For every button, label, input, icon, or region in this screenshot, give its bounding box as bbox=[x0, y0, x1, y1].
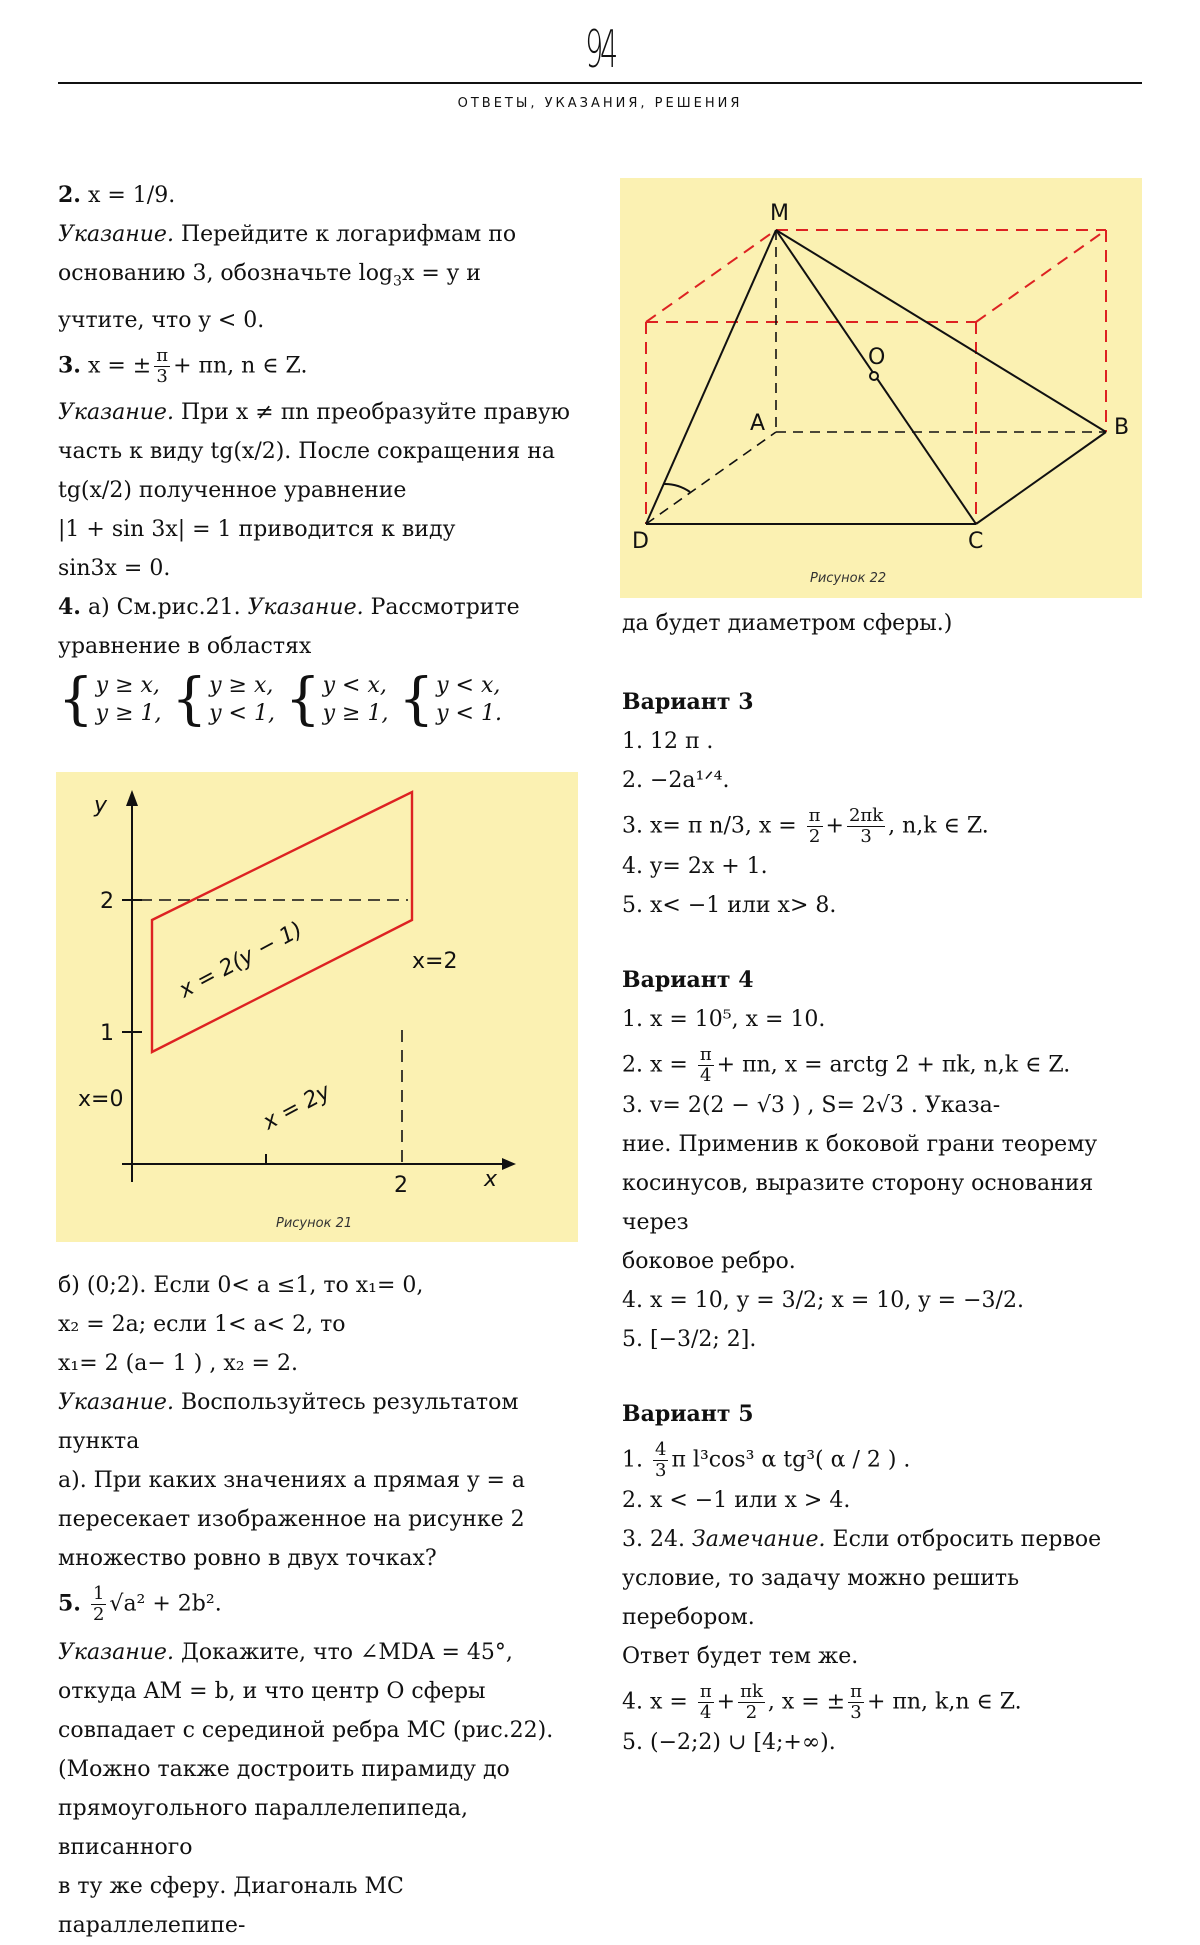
fraction: $\frac{2\pi k}{3}$ bbox=[848, 805, 884, 847]
hint-text: прямоугольного параллелепипеда, вписанного bbox=[58, 1796, 468, 1860]
inequality-systems bbox=[58, 667, 588, 733]
point-label-O: O bbox=[868, 345, 886, 370]
answer-4b: б) (0;2). Если 0< a ≤1, то x₁= 0, bbox=[58, 1273, 424, 1298]
v4-answer-2-post: + πn, x = arctg 2 + πk, n,k ∈ Z. bbox=[716, 1052, 1071, 1078]
label-x-eq-2y-minus-1: x = 2(y − 1) bbox=[175, 917, 307, 1004]
v3-answer-5: 5. x< −1 или x> 8. bbox=[622, 893, 837, 918]
v4-answer-3: ние. Применив к боковой грани теорему bbox=[622, 1132, 1098, 1157]
left-column-top bbox=[58, 176, 588, 733]
hint-label: Указание. bbox=[58, 222, 174, 247]
vertex-label-A: A bbox=[750, 411, 766, 436]
answer-number: 5. bbox=[58, 1590, 81, 1617]
variant-3-title: Вариант 3 bbox=[622, 689, 754, 715]
variant-5-title: Вариант 5 bbox=[622, 1401, 754, 1427]
v5-answer-5: 5. (−2;2) ∪ [4;+∞). bbox=[622, 1730, 836, 1755]
answer-number: 4. bbox=[58, 594, 81, 621]
v5-answer-3: 3. 24. bbox=[622, 1527, 685, 1552]
system: { y ≥ x, y ≥ 1, bbox=[58, 667, 162, 733]
vertex-label-B: B bbox=[1114, 415, 1130, 440]
hint-text: часть к виду tg(x/2). После сокращения на bbox=[58, 439, 555, 465]
v4-answer-2-pre: 2. x = bbox=[622, 1052, 688, 1078]
hint-text: При x ≠ πn преобразуйте правую bbox=[180, 400, 570, 426]
v4-answer-1: 1. x = 10⁵, x = 10. bbox=[622, 1007, 826, 1032]
figure-21 bbox=[56, 772, 578, 1242]
hint-text: откуда AM = b, и что центр O сферы bbox=[58, 1679, 486, 1704]
remark-label: Замечание. bbox=[691, 1527, 826, 1552]
page-number: 94 bbox=[585, 20, 615, 80]
v3-answer-1: 1. 12 π . bbox=[622, 729, 714, 754]
label-x0: x=0 bbox=[78, 1087, 124, 1112]
system: { y ≥ x, y < 1, bbox=[171, 667, 275, 733]
variant-4-title: Вариант 4 bbox=[622, 967, 754, 993]
v3-answer-2: 2. −2a¹ᐟ⁴. bbox=[622, 768, 730, 793]
parallelogram-region bbox=[152, 792, 412, 1052]
fraction: $\frac{\pi}{4}$ bbox=[699, 1681, 712, 1723]
figure-caption: Рисунок 22 bbox=[810, 571, 887, 586]
v5-answer-1-post: π l³cos³ α tg³( α / 2 ) . bbox=[671, 1447, 911, 1473]
remark-text: условие, то задачу можно решить перебором. bbox=[622, 1566, 1020, 1630]
y-axis-label: y bbox=[94, 793, 108, 818]
hint-text: основанию 3, обозначьте log bbox=[58, 261, 394, 286]
hint-label: Указание. bbox=[247, 595, 364, 621]
answer-5: √a² + 2b². bbox=[109, 1591, 222, 1617]
plus-sign: + bbox=[716, 1689, 736, 1715]
v5-answer-1-pre: 1. bbox=[622, 1447, 643, 1473]
hint-text: уравнение в областях bbox=[58, 634, 312, 660]
x-axis-arrow bbox=[502, 1158, 516, 1170]
hint-label: Указание. bbox=[58, 400, 174, 426]
v4-answer-3: 3. v= 2(2 − √3 ) , S= 2√3 . Указа- bbox=[622, 1093, 1001, 1118]
fraction: $\frac{4}{3}$ bbox=[655, 1439, 667, 1481]
hint-text: в ту же сферу. Диагональ MC параллелепипе- bbox=[58, 1874, 404, 1938]
hint-text: (Можно также достроить пирамиду до bbox=[58, 1757, 510, 1782]
v5-answer-4-mid: , x = ± bbox=[767, 1689, 846, 1715]
tick-label-y2: 2 bbox=[100, 889, 114, 914]
sphere-center-O bbox=[870, 372, 878, 380]
header-rule bbox=[58, 82, 1142, 84]
hint-label: Указание. bbox=[58, 1390, 174, 1415]
answer-4b: x₁= 2 (a− 1 ) , x₂ = 2. bbox=[58, 1351, 298, 1376]
x-axis-label: x bbox=[484, 1167, 498, 1192]
remark-text: Ответ будет тем же. bbox=[622, 1644, 859, 1669]
v4-answer-3: боковое ребро. bbox=[622, 1249, 796, 1274]
v3-answer-3-pre: 3. x= π n/3, x = bbox=[622, 813, 797, 839]
answer-3-pre: x = ± bbox=[87, 353, 152, 379]
fraction: $\frac{\pi}{3}$ bbox=[850, 1681, 862, 1723]
system: { y < x, y ≥ 1, bbox=[284, 667, 389, 733]
hint-text: Рассмотрите bbox=[370, 595, 520, 621]
vertex-label-M: M bbox=[770, 201, 789, 226]
hint-text: Перейдите к логарифмам по bbox=[180, 222, 517, 247]
running-title: ОТВЕТЫ, УКАЗАНИЯ, РЕШЕНИЯ bbox=[457, 96, 743, 111]
hint-text: |1 + sin 3x| = 1 приводится к виду bbox=[58, 517, 456, 543]
hint-text: учтите, что y < 0. bbox=[58, 308, 265, 334]
hint-text: пересекает изображенное на рисунке 2 bbox=[58, 1507, 525, 1532]
left-column-bottom bbox=[58, 1266, 598, 1945]
figure-caption: Рисунок 21 bbox=[276, 1216, 353, 1231]
log-base: 3 bbox=[393, 273, 402, 290]
fraction: $\frac{\pi}{2}$ bbox=[808, 805, 821, 847]
answer-number: 2. bbox=[58, 182, 81, 208]
v4-answer-5: 5. [−3/2; 2]. bbox=[622, 1327, 757, 1352]
answer-4a: а) См.рис.21. bbox=[87, 595, 241, 621]
hint-text: sin3x = 0. bbox=[58, 556, 171, 582]
v3-answer-4: 4. y= 2x + 1. bbox=[622, 854, 768, 879]
remark-text: Если отбросить первое bbox=[832, 1527, 1102, 1552]
hint-text: tg(x/2) полученное уравнение bbox=[58, 478, 407, 504]
hint-text: Докажите, что ∠MDA = 45°, bbox=[180, 1640, 513, 1665]
answer-3-post: + πn, n ∈ Z. bbox=[173, 353, 308, 379]
hint-text: x = y и bbox=[401, 261, 481, 286]
figure-22 bbox=[620, 178, 1142, 598]
v5-answer-2: 2. x < −1 или x > 4. bbox=[622, 1488, 851, 1513]
answer-4b: x₂ = 2a; если 1< a< 2, то bbox=[58, 1312, 346, 1337]
fraction: $\frac{\pi}{3}$ bbox=[156, 345, 169, 388]
vertex-label-D: D bbox=[632, 529, 649, 554]
v5-answer-4-post: + πn, k,n ∈ Z. bbox=[866, 1689, 1022, 1715]
system: { y < x, y < 1. bbox=[398, 667, 502, 733]
vertex-label-C: C bbox=[968, 529, 984, 554]
v4-answer-3: косинусов, выразите сторону основания через bbox=[622, 1171, 1094, 1235]
continuation-text: да будет диаметром сферы.) bbox=[622, 611, 953, 636]
tick-label-y1: 1 bbox=[100, 1021, 114, 1046]
tick-label-x2: 2 bbox=[394, 1173, 408, 1198]
label-x2: x=2 bbox=[412, 949, 458, 974]
right-column bbox=[622, 604, 1152, 1762]
hint-text: Воспользуйтесь результатом пункта bbox=[58, 1390, 519, 1454]
hint-text: совпадает с серединой ребра MC (рис.22). bbox=[58, 1718, 554, 1743]
hint-text: множество ровно в двух точках? bbox=[58, 1546, 437, 1571]
answer-2: x = 1/9. bbox=[87, 183, 176, 208]
hint-text: а). При каких значениях a прямая y = a bbox=[58, 1468, 526, 1493]
hint-label: Указание. bbox=[58, 1640, 174, 1665]
fraction: $\frac{\pi k}{2}$ bbox=[740, 1681, 763, 1723]
v3-answer-3-post: , n,k ∈ Z. bbox=[888, 813, 989, 839]
label-x-eq-2y: x = 2y bbox=[259, 1079, 335, 1136]
y-axis-arrow bbox=[126, 790, 138, 806]
fraction: $\frac{\pi}{4}$ bbox=[699, 1044, 712, 1086]
answer-number: 3. bbox=[58, 352, 81, 379]
v5-answer-4-pre: 4. x = bbox=[622, 1689, 688, 1715]
plus-sign: + bbox=[825, 813, 844, 839]
v4-answer-4: 4. x = 10, y = 3/2; x = 10, y = −3/2. bbox=[622, 1288, 1024, 1313]
fraction: $\frac{1}{2}$ bbox=[92, 1583, 105, 1625]
